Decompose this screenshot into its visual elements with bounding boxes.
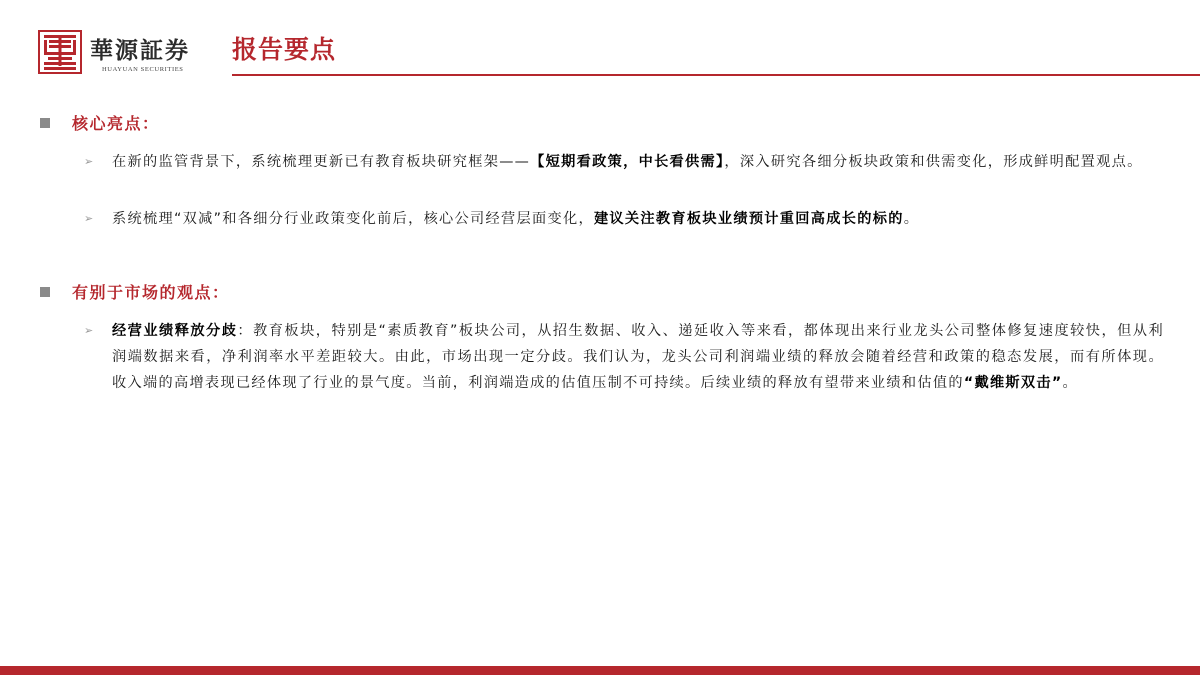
list-item [84,149,1164,175]
brand-name-cn: 華源証券 [90,37,190,64]
section-title: 有别于市场的观点： [72,283,230,302]
header-divider [232,74,1200,76]
arrow-bullet-icon: ➢ [84,324,94,337]
square-bullet-icon [40,287,50,297]
bullet-text: 系统梳理“双减”和各细分行业政策变化前后，核心公司经营层面变化，建议关注教育板块业绩预计重回高成长的标的。 [112,211,920,227]
huayuan-logo-icon [38,30,82,74]
brand-name-en: HUAYUAN SECURITIES [102,66,184,73]
bullet-text: 在新的监管背景下，系统梳理更新已有教育板块研究框架——【短期看政策，中长看供需】，深入研究各细分板块政策和供需变化，形成鲜明配置观点。 [112,154,1143,170]
section-title: 核心亮点： [72,114,160,133]
list-item [84,206,1164,232]
section-differentiated-view [40,280,230,303]
page-title: 报告要点 [232,35,337,64]
arrow-bullet-icon: ➢ [84,212,94,225]
section-core-highlights [40,111,160,134]
footer-bar [0,666,1200,675]
list-item [84,318,1164,396]
square-bullet-icon [40,118,50,128]
arrow-bullet-icon: ➢ [84,155,94,168]
bullet-text: 经营业绩释放分歧：教育板块，特别是“素质教育”板块公司，从招生数据、收入、递延收入等来看，都体现出来行业龙头公司整体修复速度较快，但从利润端数据来看，净利润率水平差距较大。由此，市场出现一定分歧。我们认为，龙头公司利润端业绩的释放会随着经营和政策的稳态发展，而有所体现。收入端的高增表现已经体现了行业的景气度。当前，利润端造成的估值压制不可持续。后续业绩的释放有望带来业绩和估值的“戴维斯双击”。 [112,323,1164,391]
